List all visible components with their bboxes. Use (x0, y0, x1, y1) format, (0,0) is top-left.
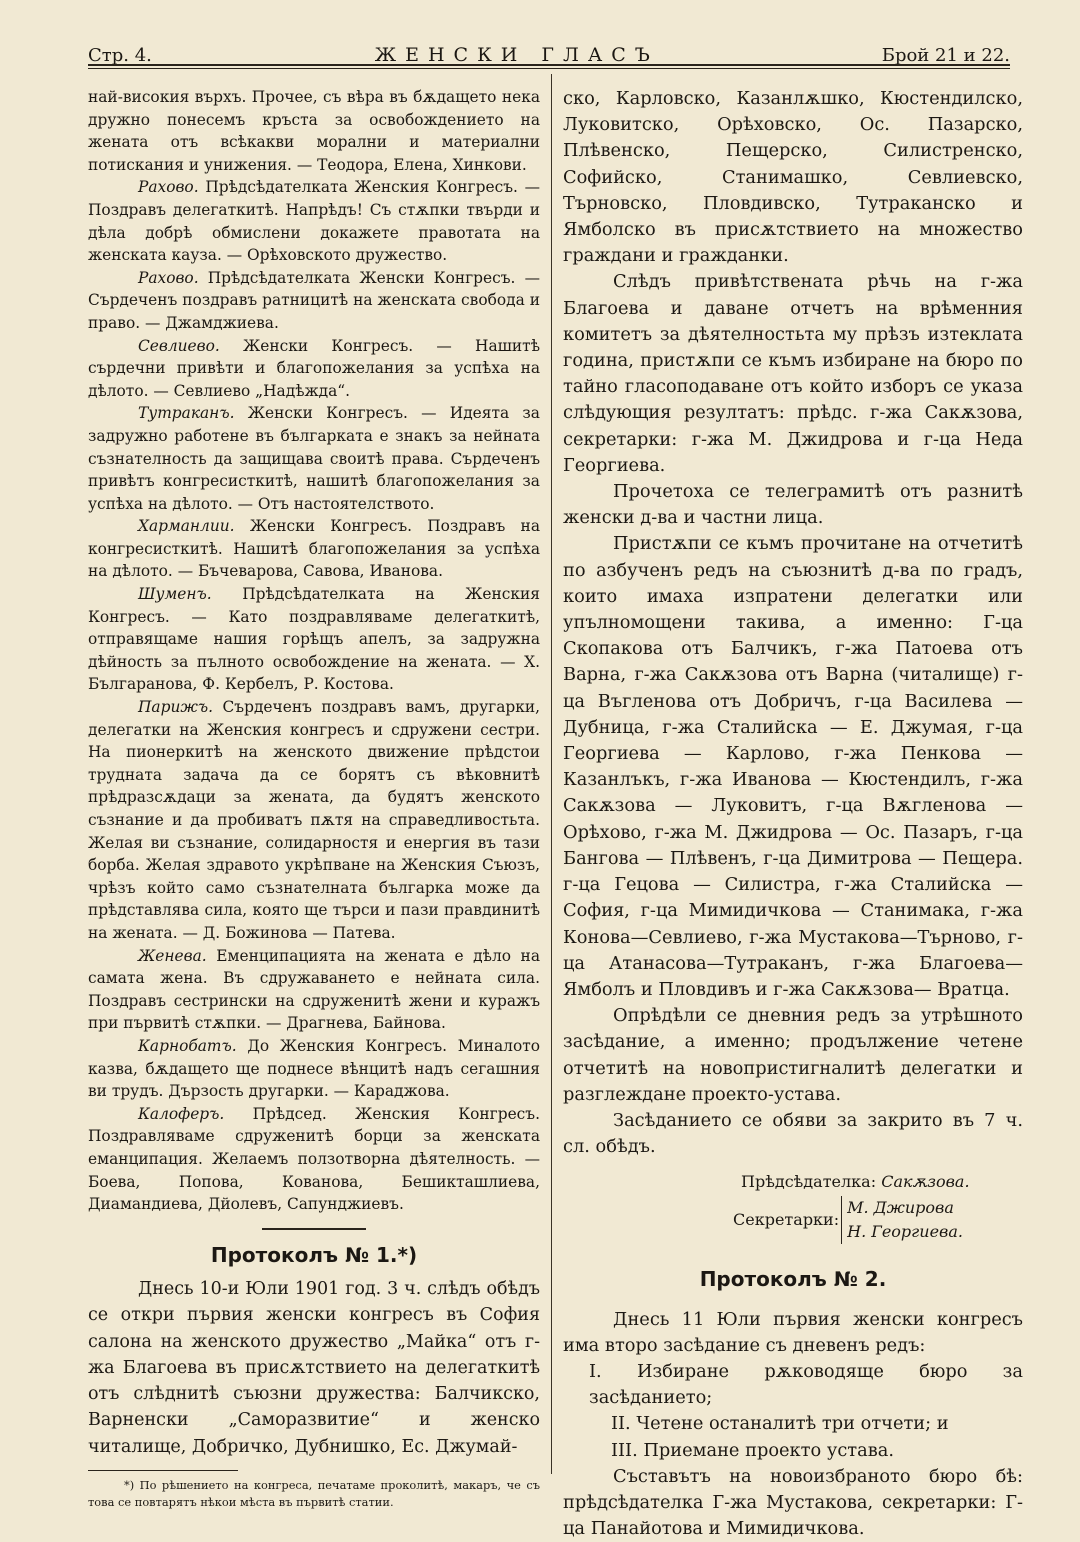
telegram-text: Еменципацията на жената е дѣло на самата жена. Въ сдружаването е нейната сила. Поздравъ сестрински на сдруженитѣ жени и куражъ при първитѣ стѫпки. — Драгнева, Байнова. (88, 946, 540, 1033)
telegram-text: Прѣдсѣдателката Женски Конгресъ. — Сърдеченъ поздравъ ратницитѣ на женската свобода и право. — Джамджиева. (88, 268, 540, 332)
secretaries-label: Секретарки: (733, 1210, 840, 1230)
telegram (88, 696, 540, 945)
telegram-place: Севлиево. (138, 336, 220, 355)
telegram-place: Шуменъ. (138, 585, 212, 604)
footnote: *) По рѣшението на конгреса, печатаме проколитѣ, макаръ, че съ това се повтарятъ нѣкои мѣста въ първитѣ статии. (88, 1477, 540, 1509)
telegram-place: Женева. (138, 946, 207, 965)
agenda-item: I. Избиране рѫководяще бюро за засѣданието; (589, 1360, 1023, 1409)
protocol-2-intro: Днесь 11 Юли първия женски конгресъ има второ засѣдание съ дневенъ редъ: (563, 1308, 1023, 1356)
paragraph: Слѣдъ привѣтствената рѣчь на г-жа Благоева и даване отчетъ на врѣменния комитетъ за дѣятелностьта му прѣзъ изтеклата година, пристѫпи се къмъ избиране на бюро по тайно гласоподаване отъ който изборъ се указа слѣдующия резултатъ: прѣдс. г-жа Сакѫзова, секретарки: г-жа М. Джидрова и г-ца Неда Георгиева. (563, 271, 1023, 476)
telegram (88, 335, 540, 403)
telegram (88, 176, 540, 266)
telegram-text: Женски Конгресъ. — Нашитѣ сърдечни привѣти и благопожелания за успѣха на дѣлото. — Севлиево „Надѣжда“. (88, 336, 540, 400)
page-header (88, 30, 1010, 66)
telegram-place: Карнобатъ. (138, 1036, 237, 1055)
paragraph: Засѣданието се обяви за закрито въ 7 ч. сл. обѣдъ. (563, 1109, 1023, 1158)
signatures (563, 1170, 1023, 1244)
footnote-rule (88, 1470, 238, 1471)
telegram-text: Прѣдсѣдателката Женския Конгресъ. — Поздравъ делегаткитѣ. Напрѣдъ! Съ стѫпки твърди и дѣла добрѣ обмислени докажете правотата на женската кауза. — Орѣховското дружество. (88, 178, 540, 265)
telegram-text: Сърдеченъ поздравъ вамъ, другарки, делегатки на Женския конгресъ и сдружени сестри. На пионеркитѣ на женското движение прѣдстои трудната задача да се борятъ съ вѣковнитѣ прѣдразсѫдаци за жената, да будятъ женското съзнание и да пробиватъ пѫтя на справедливостьта. Желая ви съзнание, солидарностя и енергия въ тази борба. Желая здравото укрѣпване на Женския Съюзъ, чрѣзъ който само съзнателната българка може да прѣдставлява сила, която ще търси и пази правдинитѣ на жената. — Д. Божинова — Патева. (88, 698, 540, 942)
protocol-1-title: Протоколъ № 1.*) (210, 1242, 418, 1267)
chair-label: Прѣдсѣдателка: (741, 1172, 877, 1192)
telegram (88, 515, 540, 583)
telegram-place: Парижъ. (138, 698, 214, 717)
telegram-text: Женски Конгресъ. Поздравъ на конгресисткитѣ. Нашитѣ благопожелания за успѣха на дѣлото. — Бъчеварова, Савова, Иванова. (88, 517, 540, 581)
telegram-place: Рахово. (138, 178, 199, 197)
secretaries-signature (563, 1196, 1023, 1244)
chair-name: Сакѫзова. (881, 1172, 970, 1192)
telegram-place: Калоферъ. (138, 1104, 225, 1123)
issue-number: Брой 21 и 22. (881, 45, 1010, 66)
telegram-list (88, 176, 540, 1215)
protocol-1-continuation (563, 86, 1023, 1160)
section-divider (262, 1228, 366, 1230)
intro-paragraph: най-високия върхъ. Прочее, съ вѣра въ бѫдащето нека дружно понесемъ кръста за освобождението на жената отъ всѣкакви морални и материални потискания и унижения. — Теодора, Елена, Хинкови. (88, 88, 540, 174)
column-divider (551, 74, 552, 1474)
telegram (88, 402, 540, 515)
newspaper-title: ЖЕНСКИ ГЛАСЪ (374, 44, 659, 66)
telegram-text: Женски Конгресъ. — Идеята за задружно работене въ българката е знакъ за нейната съзнателность да защищава своитѣ права. Сърдеченъ привѣтъ конгресисткитѣ, нашитѣ благопожелания за успѣха на дѣлото. — Отъ настоятелството. (88, 404, 540, 513)
paragraph: Пристѫпи се къмъ прочитане на отчетитѣ по азбученъ редъ на съюзнитѣ д-ва по градъ, които имаха изпратени делегатки или упълномощени такива, а именно: Г-ца Скопакова отъ Балчикъ, г-жа Патоева отъ Варна, г-жа Сакѫзова отъ Варна (читалище) г-ца Въгленова отъ Добричъ, г-ца Василева — Дубница, г-жа Сталийска — Е. Джумая, г-ца Георгиева — Карлово, г-жа Пенкова — Казанлъкъ, г-жа Иванова — Кюстендилъ, г-жа Сакѫзова — Луковитъ, г-ца Вѫгленова — Орѣхово, г-жа М. Джидрова — Ос. Пазаръ, г-ца Бангова — Плѣвенъ, г-ца Димитрова — Пещера. г-ца Гецова — Силистра, г-жа Сталийска — София, г-ца Мимидичкова — Станимака, г-жа Конова—Севлиево, г-жа Мустакова—Търново, г-ца Атанасова—Тутраканъ, г-жа Благоева—Ямболъ и Пловдивъ и г-жа Сакѫзова— Вратца. (563, 533, 1023, 1000)
telegram-place: Рахово. (138, 268, 199, 287)
page-number: Стр. 4. (88, 45, 152, 66)
telegram (88, 945, 540, 1035)
telegram-place: Харманлии. (138, 517, 235, 536)
header-rule (88, 64, 1010, 66)
agenda-list (563, 1359, 1023, 1464)
secretaries-names (841, 1196, 963, 1244)
left-column (88, 86, 540, 1511)
agenda-item: III. Приемане проекто устава. (611, 1439, 894, 1461)
telegram-text: До Женския Конгресъ. Миналото казва, бѫдащето ще поднесе вѣнцитѣ надъ сегашния ви трудъ. Дързость другарки. — Караджова. (88, 1036, 540, 1101)
protocol-2-bureau: Съставътъ на новоизбраното бюро бѣ: прѣдсѣдателка Г-жа Мустакова, секретарки: Г-ца Панайотова и Мимидичкова. (563, 1465, 1023, 1540)
paragraph: ско, Карловско, Казанлѫшко, Кюстендилско, Луковитско, Орѣховско, Ос. Пазарско, Плѣвенско, Пещерско, Силистренско, Софийско, Станимашко, Севлиевско, Търновско, Пловдивско, Тутраканско и Ямболско въ присѫтствието на множество граждани и гражданки. (563, 88, 1023, 267)
telegram (88, 1103, 540, 1216)
telegram-text: Прѣдсѣдателката на Женския Конгресъ. — Като поздравляваме делегаткитѣ, отправящаме нашия горѣщъ апелъ, за задружна дѣйность за пълното освобождение на жената. — Х. Българанова, Ф. Кербелъ, Р. Костова. (88, 585, 540, 694)
protocol-2-title: Протоколъ № 2. (699, 1267, 887, 1292)
telegram (88, 583, 540, 696)
header-rule-thin (88, 68, 1010, 69)
agenda-item: II. Четене останалитѣ три отчети; и (611, 1413, 949, 1435)
secretary-1: М. Джирова (847, 1198, 954, 1218)
telegram (88, 267, 540, 335)
telegram-text: Прѣдсед. Женския Конгресъ. Поздравляваме сдруженитѣ борци за женската еманципация. Желаемъ ползотворна дѣятелность. — Боева, Попова, Кованова, Бешикташлиева, Диамандиева, Дйолевъ, Сапунджиевъ. (88, 1104, 540, 1214)
telegram-place: Тутраканъ. (138, 404, 235, 423)
paragraph: Опрѣдѣли се дневния редъ за утрѣшното засѣдание, а именно; продължение четене отчетитѣ на новопристигналитѣ делегатки и разглеждане проекто-устава. (563, 1005, 1023, 1105)
paragraph: Прочетоха се телеграмитѣ отъ разнитѣ женски д-ва и частни лица. (563, 481, 1023, 529)
telegram (88, 1035, 540, 1103)
secretary-2: Н. Георгиева. (847, 1222, 963, 1242)
chair-signature (563, 1170, 1023, 1194)
protocol-1-text: Днесь 10-и Юли 1901 год. 3 ч. слѣдъ обѣдъ се откри първия женски конгресъ въ София салона на женското дружество „Майка“ отъ г-жа Благоева въ присѫтствието на делегаткитѣ отъ слѣднитѣ съюзни дружества: Балчикско, Варненски „Саморазвитие“ и женско читалище, Добричко, Дубнишко, Ес. Джумай- (88, 1279, 540, 1457)
right-column (563, 86, 1023, 1542)
